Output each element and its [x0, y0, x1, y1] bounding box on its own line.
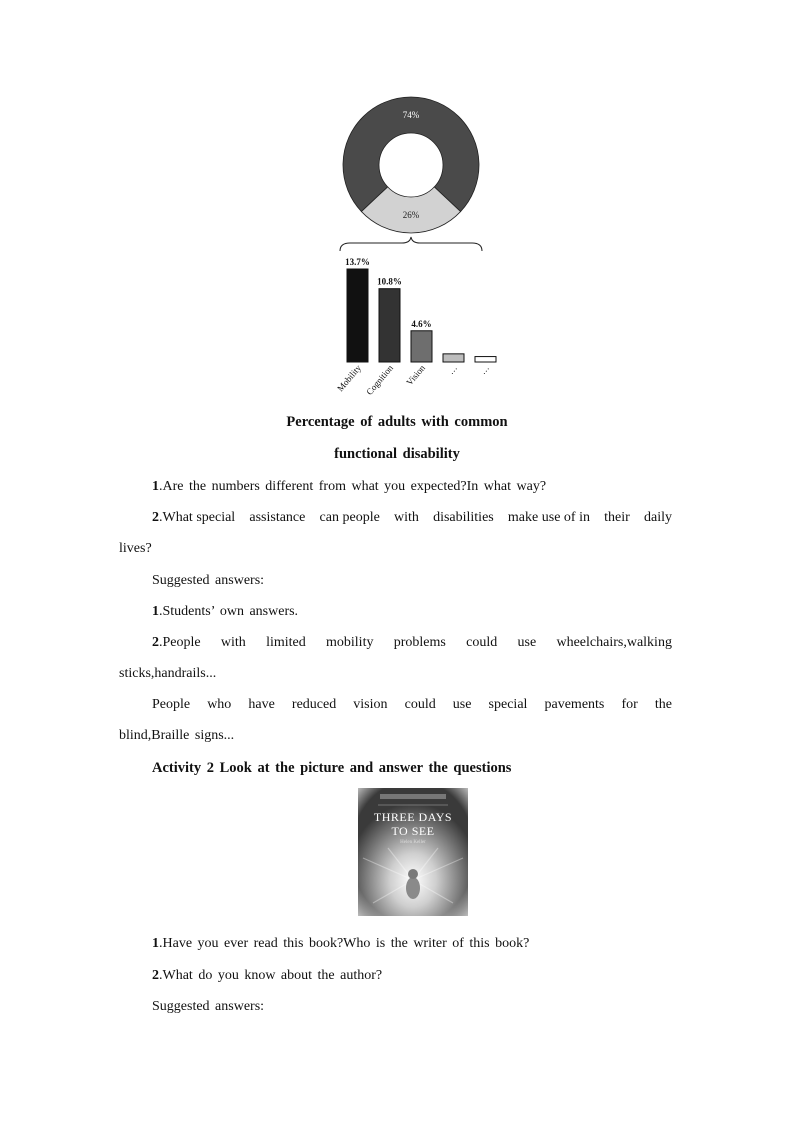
question-4	[152, 968, 382, 984]
question-1-text: .Are the numbers different from what you expected?In what way?	[159, 479, 547, 494]
bar-category-label: Mobility	[335, 362, 364, 394]
book-cover-svg	[358, 788, 468, 916]
question-4-number: 2	[152, 968, 159, 983]
question-2-word: their	[604, 510, 630, 525]
question-2-word	[152, 510, 235, 526]
question-2-word: make use of in	[507, 510, 590, 525]
question-2-word: assistance	[249, 510, 306, 525]
bar-value-label: 4.6%	[411, 318, 432, 329]
donut-slice-label: 26%	[402, 210, 420, 220]
question-2-word: .What special	[159, 510, 236, 525]
answer-2-word: could	[466, 635, 498, 650]
question-2	[152, 510, 672, 526]
question-3	[152, 936, 529, 952]
book-cover-image	[358, 788, 468, 916]
bar-category-label: …	[445, 362, 460, 377]
answer-2-word: mobility	[326, 635, 374, 650]
answer-2-word: problems	[393, 635, 446, 650]
question-2-word: can people	[319, 510, 380, 525]
disability-chart	[320, 85, 510, 405]
bar-value-label: 10.8%	[377, 276, 402, 287]
bar	[347, 269, 368, 362]
bar-category-label: …	[477, 362, 492, 377]
question-2-continuation: lives?	[119, 541, 152, 556]
answer-2-word: with	[220, 635, 246, 650]
question-3-number: 1	[152, 936, 159, 951]
answer-2-word: limited	[266, 635, 306, 650]
bar	[379, 289, 400, 362]
chart-caption-line2: functional disability	[334, 446, 460, 462]
question-2-word: with	[393, 510, 419, 525]
bar	[411, 331, 432, 362]
bar-value-label: 13.7%	[345, 257, 370, 267]
answer-1-text: .Students’ own answers.	[159, 604, 299, 619]
answer-3-word: People	[152, 697, 191, 712]
activity-2-heading: Activity 2 Look at the picture and answer the questions	[152, 760, 512, 776]
suggested-answers-heading-2: Suggested answers:	[152, 999, 265, 1014]
answer-3-word: have	[248, 697, 275, 712]
answer-3-word: could	[404, 697, 436, 712]
answer-3-word: who	[207, 697, 232, 712]
bar	[443, 354, 464, 362]
book-title-line1: THREE DAYS	[373, 810, 453, 824]
suggested-answers-heading: Suggested answers:	[152, 573, 265, 588]
question-1-number: 1	[152, 479, 159, 494]
question-2-word: disabilities	[433, 510, 494, 525]
answer-2-continuation: sticks,handrails...	[119, 666, 217, 681]
book-title-line2: TO SEE	[391, 824, 435, 838]
question-4-text: .What do you know about the author?	[159, 968, 383, 983]
answer-3-continuation: blind,Braille signs...	[119, 728, 235, 743]
answer-3-word: vision	[353, 697, 388, 712]
answer-3-word: for	[621, 697, 638, 712]
bar-category-label: Cognition	[364, 362, 396, 397]
bar	[475, 357, 496, 362]
answer-2-word: wheelchairs,walking	[556, 635, 672, 650]
bracket-line	[340, 237, 482, 251]
answer-3-word: special	[488, 697, 528, 712]
question-1	[152, 479, 546, 495]
disability-chart-svg	[320, 85, 510, 405]
chart-caption-line1: Percentage of adults with common	[286, 414, 508, 430]
answer-3-word: pavements	[544, 697, 605, 712]
answer-2-word	[152, 635, 201, 651]
question-3-text: .Have you ever read this book?Who is the writer of this book?	[159, 936, 530, 951]
question-2-number: 2	[152, 510, 159, 525]
answer-2-number: 2	[152, 635, 159, 650]
bar-category-label: Vision	[404, 362, 428, 388]
answer-3	[152, 697, 672, 713]
answer-2-word: .People	[159, 635, 201, 650]
answer-2-word: use	[517, 635, 537, 650]
answer-1	[152, 604, 298, 620]
question-2-word: daily	[643, 510, 672, 525]
book-author: Helen Keller	[400, 840, 426, 845]
answer-3-word: use	[452, 697, 472, 712]
answer-3-word: reduced	[291, 697, 337, 712]
answer-2	[152, 635, 672, 651]
answer-1-number: 1	[152, 604, 159, 619]
answer-3-word: the	[654, 697, 672, 712]
donut-slice-label: 74%	[402, 110, 420, 120]
